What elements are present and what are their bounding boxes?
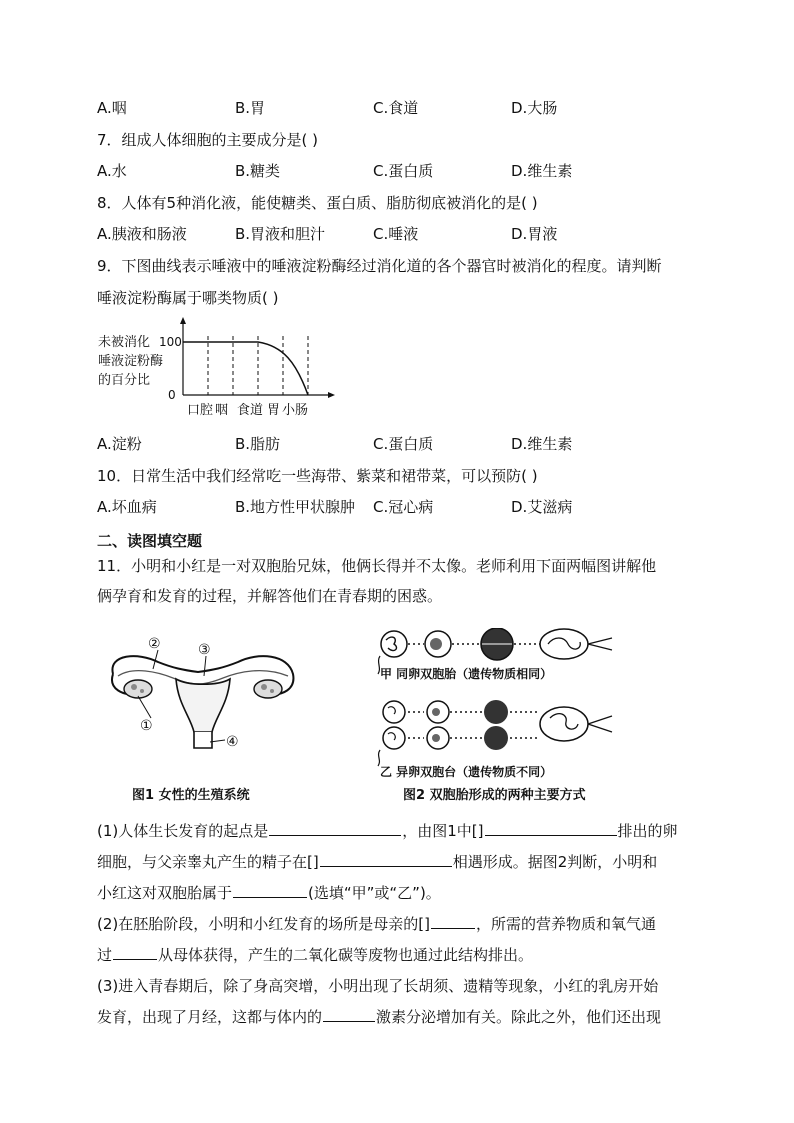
fig1-mark-3: ③ xyxy=(198,642,211,658)
q11-part1-line1: (1)人体生长发育的起点是 ，由图1中[] 排出的卵 xyxy=(97,822,678,840)
x-label-wei: 胃 xyxy=(267,403,281,418)
q7-option-d: D.维生素 xyxy=(511,162,573,180)
q10-stem: 10．日常生活中我们经常吃一些海带、紫菜和裙带菜，可以预防( ) xyxy=(97,467,538,485)
blank-structure[interactable] xyxy=(113,944,157,960)
q9-option-b: B.脂肪 xyxy=(235,435,281,453)
fig1-mark-4: ④ xyxy=(226,734,239,750)
q6-option-c: C.食道 xyxy=(373,99,419,117)
q11-part3-line1: (3)进入青春期后，除了身高突增，小明出现了长胡须、遗精等现象，小红的乳房开始 xyxy=(97,977,659,995)
q8-stem: 8．人体有5种消化液，能使糖类、蛋白质、脂肪彻底被消化的是( ) xyxy=(97,194,538,212)
y-tick-100: 100 xyxy=(159,335,182,349)
q9-stem-line2: 唾液淀粉酶属于哪类物质( ) xyxy=(97,289,279,307)
q9-stem-line1: 9．下图曲线表示唾液中的唾液淀粉酶经过消化道的各个器官时被消化的程度。请判断 xyxy=(97,257,662,275)
y-label-line2: 唾液淀粉酶 xyxy=(98,354,164,369)
figure2-twin-formation xyxy=(372,628,622,778)
q7-option-c: C.蛋白质 xyxy=(373,162,434,180)
q11-part1-line3: 小红这对双胞胎属于 (选填“甲”或“乙”)。 xyxy=(97,884,441,902)
x-label-xiaochang: 小肠 xyxy=(282,403,309,418)
x-axis-arrow xyxy=(328,392,335,398)
figure2-jia-label: 甲 同卵双胞胎（遗传物质相同） xyxy=(380,667,553,681)
q11-part3-line2: 发育，出现了月经，这都与体内的 激素分泌增加有关。除此之外，他们还出现 xyxy=(97,1008,662,1026)
q9-option-d: D.维生素 xyxy=(511,435,573,453)
figure1-female-reproductive-system xyxy=(98,634,308,754)
q11-stem-line1: 11．小明和小红是一对双胞胎兄妹，他俩长得并不太像。老师利用下面两幅图讲解他 xyxy=(97,557,657,575)
q10-option-d: D.艾滋病 xyxy=(511,498,573,516)
q10-option-a: A.坏血病 xyxy=(97,498,157,516)
q9-chart xyxy=(95,315,345,425)
blank-organ[interactable] xyxy=(485,820,617,836)
q10-option-b: B.地方性甲状腺肿 xyxy=(235,498,356,516)
x-label-kouqiang: 口腔 xyxy=(187,403,214,418)
blank-twin-type[interactable] xyxy=(233,882,307,898)
figure2-caption: 图2 双胞胎形成的两种主要方式 xyxy=(403,788,586,803)
q6-option-a: A.咽 xyxy=(97,99,127,117)
digestion-curve xyxy=(183,342,308,395)
q8-option-c: C.唾液 xyxy=(373,225,419,243)
section-title: 二、读图填空题 xyxy=(97,532,203,550)
q8-option-b: B.胃液和胆汁 xyxy=(235,225,326,243)
q11-part2-line1: (2)在胚胎阶段，小明和小红发育的场所是母亲的[] ，所需的营养物质和氧气通 xyxy=(97,915,656,933)
fig1-mark-1: ① xyxy=(140,718,153,734)
q8-option-d: D.胃液 xyxy=(511,225,558,243)
q7-option-b: B.糖类 xyxy=(235,162,281,180)
q8-option-a: A.胰液和肠液 xyxy=(97,225,187,243)
q7-stem: 7．组成人体细胞的主要成分是( ) xyxy=(97,131,319,149)
x-label-yan: 咽 xyxy=(215,403,229,418)
blank-hormone[interactable] xyxy=(323,1006,375,1022)
q7-option-a: A.水 xyxy=(97,162,127,180)
y-label-line1: 未被消化 xyxy=(98,335,151,350)
q10-option-c: C.冠心病 xyxy=(373,498,434,516)
yi-row-illustration xyxy=(378,700,612,766)
q9-option-c: C.蛋白质 xyxy=(373,435,434,453)
y-axis-arrow xyxy=(180,317,186,324)
blank-origin[interactable] xyxy=(269,820,401,836)
figure1-caption: 图1 女性的生殖系统 xyxy=(132,788,250,803)
y-tick-0: 0 xyxy=(168,388,176,402)
blank-dev-site[interactable] xyxy=(431,913,475,929)
q9-option-a: A.淀粉 xyxy=(97,435,142,453)
q6-option-d: D.大肠 xyxy=(511,99,558,117)
q11-part2-line2: 过 从母体获得，产生的二氧化碳等废物也通过此结构排出。 xyxy=(97,946,534,964)
q11-stem-line2: 俩孕育和发育的过程，并解答他们在青春期的困惑。 xyxy=(97,587,443,605)
q11-part1-line2: 细胞，与父亲睾丸产生的精子在[] 相遇形成。据图2判断，小明和 xyxy=(97,853,658,871)
x-label-shidao: 食道 xyxy=(237,403,264,418)
fig1-mark-2: ② xyxy=(148,636,161,652)
figure2-yi-label: 乙 异卵双胞台（遗传物质不同） xyxy=(380,765,553,779)
y-label-line3: 的百分比 xyxy=(98,373,151,388)
blank-site[interactable] xyxy=(320,851,452,867)
q6-option-b: B.胃 xyxy=(235,99,266,117)
